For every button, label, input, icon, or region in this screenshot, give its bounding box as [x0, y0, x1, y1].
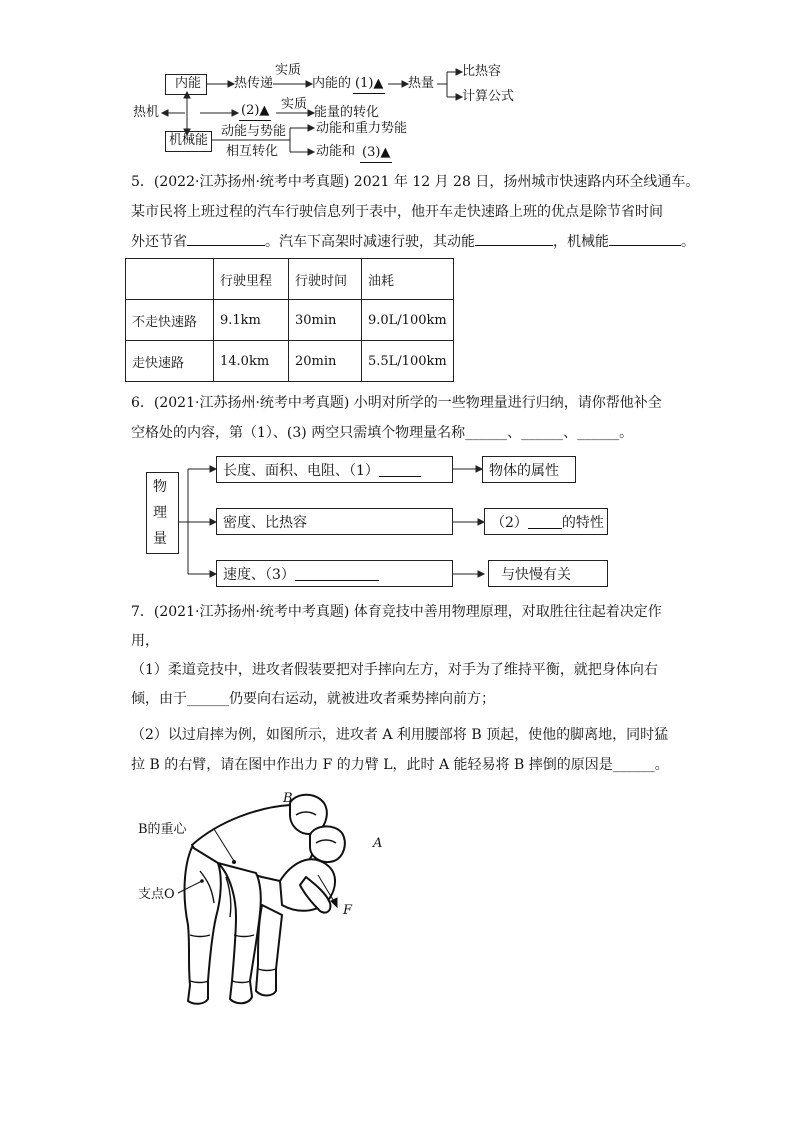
reliang-label: 热量: [408, 76, 435, 91]
row3-right-box: 与快慢有关: [488, 560, 608, 587]
row3-blank[interactable]: [295, 566, 379, 581]
table-header-cell: 油耗: [362, 259, 454, 300]
table-header-row: [126, 259, 454, 300]
diagram-lines: [0, 0, 794, 170]
q5-line1: 5．(2022·江苏扬州·统考中考真题) 2021 年 12 月 28 日，扬州城市快速路内环全线通车。: [131, 174, 700, 190]
table-cell: 20min: [289, 341, 362, 382]
table-cell: 走快速路: [126, 341, 214, 382]
row2-left-box: 密度、比热容: [216, 508, 453, 535]
dongneng-shineng-label: 动能与势能: [221, 124, 287, 139]
dong-zhongli-label: 动能和重力势能: [316, 121, 408, 136]
q5-line2: 某市民将上班过程的汽车行驶信息列于表中，他开车走快速路上班的优点是除节省时间: [131, 204, 663, 220]
blank-2: (2)▲: [239, 102, 271, 121]
blank-1: (1)▲: [353, 75, 385, 94]
bireirong-label: 比热容: [462, 64, 502, 79]
label-A: A: [373, 836, 383, 851]
q7-line4: 倾，由于______仍要向右运动，就被进攻者乘势摔向前方；: [131, 691, 495, 707]
row3-left-box: 速度、（3）: [216, 560, 453, 587]
q7-line2: 用，: [131, 633, 159, 649]
table-row: [126, 341, 454, 382]
row1-left-box: 长度、面积、电阻、（1）: [216, 456, 453, 483]
label-gravity-center: B的重心: [138, 822, 187, 837]
nengliang-zhuanhua-label: 能量的转化: [314, 105, 380, 120]
q5-blank-2[interactable]: [475, 231, 553, 246]
root-char-2: 理: [153, 505, 167, 521]
q5-blank-3[interactable]: [609, 231, 681, 246]
table-cell: 9.0L/100km: [362, 300, 454, 341]
q6-line2: 空格处的内容，第（1）、(3) 两空只需填个物理量名称______、______、______。: [131, 425, 634, 441]
shizhi2-label: 实质: [281, 97, 308, 112]
q7-line5: （2）以过肩摔为例，如图所示，进攻者 A 利用腰部将 B 顶起，使他的脚离地，同时猛: [131, 727, 669, 743]
table-cell: 不走快速路: [126, 300, 214, 341]
row2-blank[interactable]: [528, 514, 562, 529]
label-B: B: [283, 791, 293, 806]
table-cell: 14.0km: [214, 341, 289, 382]
table-header-cell: 行驶里程: [214, 259, 289, 300]
neinengde-label: 内能的: [312, 76, 352, 91]
table-header-cell: [126, 259, 214, 300]
table-header-cell: 行驶时间: [289, 259, 362, 300]
row1-right-box: 物体的属性: [482, 456, 576, 483]
q7-line6: 拉 B 的右臂，请在图中作出力 F 的力臂 L，此时 A 能轻易将 B 摔倒的原因是______。: [131, 757, 669, 773]
q7-line1: 7．(2021·江苏扬州·统考中考真题) 体育竞技中善用物理原理，对取胜往往起着决定作: [131, 604, 662, 620]
root-char-1: 物: [153, 479, 167, 495]
table-row: [126, 300, 454, 341]
table-cell: 30min: [289, 300, 362, 341]
reji-label: 热机: [133, 105, 160, 120]
label-F: F: [343, 903, 353, 918]
row2-right-box: （2） 的特性: [484, 508, 608, 535]
blank-3: (3)▲: [360, 144, 392, 163]
table-cell: 5.5L/100km: [362, 341, 454, 382]
dong-he-label: 动能和: [316, 144, 356, 159]
root-char-3: 量: [153, 531, 167, 547]
q5-line3: 外还节省 。汽车下高架时减速行驶，其动能 ，机械能 。: [131, 231, 695, 253]
table-cell: 9.1km: [214, 300, 289, 341]
jixieneng-label: 机械能: [169, 133, 209, 148]
shizhi1-label: 实质: [275, 63, 302, 78]
q6-line1: 6．(2021·江苏扬州·统考中考真题) 小明对所学的一些物理量进行归纳，请你帮他补全: [131, 395, 662, 411]
row1-blank[interactable]: [379, 462, 421, 477]
q5-blank-1[interactable]: [187, 231, 265, 246]
xianghu-zhuanhua-label: 相互转化: [226, 144, 279, 159]
q5-table: [125, 258, 454, 382]
neineng-label: 内能: [175, 76, 202, 91]
rechuandi-label: 热传递: [234, 76, 274, 91]
jisuangongshi-label: 计算公式: [462, 89, 515, 104]
label-pivot: 支点O: [138, 887, 175, 902]
q7-line3: （1）柔道竞技中，进攻者假装要把对手摔向左方，对手为了维持平衡，就把身体向右: [131, 662, 658, 678]
